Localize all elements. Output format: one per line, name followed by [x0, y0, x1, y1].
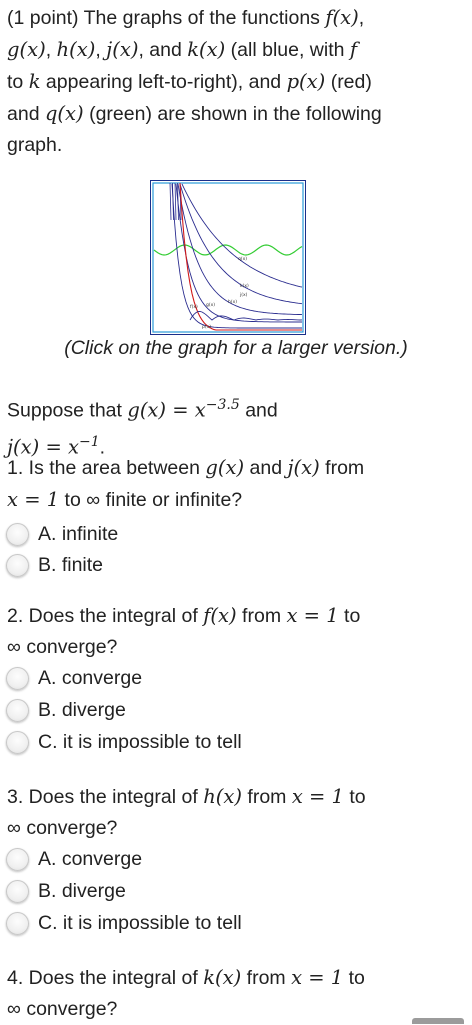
- math-j-def: j(x) = x: [7, 435, 79, 458]
- math-g: g(x): [205, 456, 245, 479]
- intro-text: graph.: [7, 134, 63, 156]
- graph-label: g(x): [206, 303, 216, 308]
- math-f: f(x): [203, 604, 237, 627]
- graph-label: q(x): [238, 257, 248, 262]
- q2-option-b[interactable]: [6, 695, 126, 725]
- q3-option-b[interactable]: [6, 876, 126, 906]
- q2-option-a[interactable]: [6, 663, 142, 693]
- math-x-eq-1: x = 1: [291, 785, 344, 808]
- intro-text: ,: [358, 7, 365, 29]
- option-label: A. infinite: [38, 522, 119, 545]
- graph-label: k(x): [240, 284, 249, 289]
- infinity-symbol: ∞: [7, 998, 21, 1020]
- graph-label: f(x): [190, 305, 198, 310]
- q1-option-b[interactable]: [6, 550, 103, 580]
- question-number: 1.: [7, 457, 24, 479]
- math-j: j(x): [106, 38, 139, 61]
- question-text: to: [59, 489, 87, 511]
- radio-button[interactable]: [6, 554, 29, 577]
- q1-option-a[interactable]: [6, 519, 118, 549]
- question-text: converge?: [20, 817, 118, 839]
- question-text: and: [244, 457, 288, 479]
- radio-button[interactable]: [6, 848, 29, 871]
- math-x-eq-1: x = 1: [286, 604, 339, 627]
- infinity-symbol: ∞: [86, 489, 101, 511]
- q3-option-a[interactable]: [6, 844, 142, 874]
- option-label: B. diverge: [38, 698, 126, 721]
- math-g: g(x): [7, 38, 46, 61]
- graph-label: h(x): [228, 300, 238, 305]
- math-h: h(x): [203, 785, 242, 808]
- math-h: h(x): [56, 38, 96, 61]
- infinity-symbol: ∞: [7, 636, 21, 658]
- intro-text: (all blue, with: [225, 39, 350, 61]
- graph-caption-link[interactable]: (Click on the graph for a larger version.): [64, 337, 408, 359]
- intro-text: and: [7, 103, 45, 125]
- math-g-exponent: −3.5: [205, 397, 240, 413]
- option-label: B. finite: [38, 553, 104, 576]
- q3-option-c[interactable]: [6, 908, 242, 938]
- question-text: Does the integral of: [23, 786, 204, 808]
- question-text: to: [343, 786, 366, 808]
- question-4: [7, 962, 464, 1025]
- question-number: 2.: [7, 605, 24, 627]
- function-graph: [150, 180, 306, 335]
- math-k: k(x): [203, 966, 242, 989]
- math-j-exponent: −1: [79, 433, 100, 450]
- intro-text: to: [7, 71, 29, 93]
- radio-button[interactable]: [6, 523, 29, 546]
- radio-button[interactable]: [6, 699, 29, 722]
- question-3: [7, 781, 464, 844]
- question-text: converge?: [20, 998, 118, 1020]
- question-1: [7, 452, 464, 516]
- intro-text: (red): [325, 71, 372, 93]
- problem-intro: [7, 2, 464, 161]
- intro-text: (1 point) The graphs of the functions: [7, 7, 326, 29]
- math-k: k(x): [187, 38, 226, 61]
- question-text: from: [319, 457, 365, 479]
- suppose-text: Suppose that: [7, 399, 128, 422]
- question-text: from: [241, 786, 292, 808]
- radio-button[interactable]: [6, 731, 29, 754]
- intro-text: , and: [138, 39, 188, 61]
- math-f-letter: f: [349, 38, 358, 61]
- graph-label: j(x): [240, 293, 248, 298]
- question-text: to: [338, 605, 361, 627]
- question-text: finite or infinite?: [100, 489, 243, 511]
- radio-button[interactable]: [6, 880, 29, 903]
- question-number: 3.: [7, 786, 24, 808]
- math-f: f(x): [325, 6, 359, 29]
- math-x-eq-1: x = 1: [291, 966, 344, 989]
- graph-label: p(x): [202, 325, 212, 330]
- math-k-letter: k: [28, 70, 41, 93]
- intro-text: (green) are shown in the following: [83, 103, 382, 125]
- q2-option-c[interactable]: [6, 727, 242, 757]
- question-text: converge?: [20, 636, 118, 658]
- question-2: [7, 600, 464, 663]
- question-text: to: [343, 967, 365, 989]
- option-label: B. diverge: [38, 879, 126, 902]
- question-text: Is the area between: [23, 457, 206, 479]
- suppose-text: .: [99, 436, 106, 458]
- math-j: j(x): [287, 456, 320, 479]
- question-text: from: [241, 967, 292, 989]
- option-label: C. it is impossible to tell: [38, 911, 242, 934]
- radio-button[interactable]: [6, 912, 29, 935]
- intro-text: ,: [95, 39, 107, 61]
- infinity-symbol: ∞: [7, 817, 21, 839]
- math-g-def: g(x) = x: [127, 398, 206, 422]
- intro-text: appearing left-to-right), and: [40, 71, 287, 93]
- graph-thumbnail-link[interactable]: [150, 180, 306, 335]
- option-label: A. converge: [38, 666, 143, 689]
- math-q: q(x): [44, 102, 84, 125]
- question-number: 4.: [7, 967, 24, 989]
- option-label: A. converge: [38, 847, 143, 870]
- math-x-eq-1: x = 1: [7, 488, 60, 511]
- question-text: from: [236, 605, 287, 627]
- question-text: Does the integral of: [23, 967, 204, 989]
- radio-button[interactable]: [6, 667, 29, 690]
- option-label: C. it is impossible to tell: [38, 730, 242, 753]
- scroll-indicator[interactable]: [412, 1018, 464, 1024]
- suppose-text: and: [239, 399, 278, 422]
- math-p: p(x): [286, 70, 326, 93]
- intro-text: ,: [45, 39, 57, 61]
- question-text: Does the integral of: [23, 605, 204, 627]
